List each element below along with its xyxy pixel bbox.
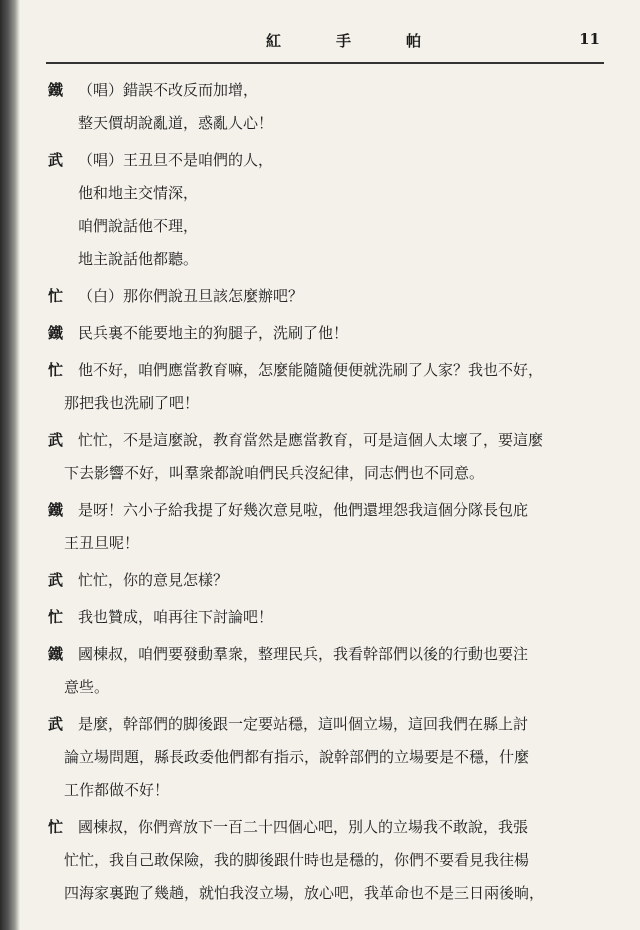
dialogue-paragraph: [48, 494, 608, 560]
dialogue-first-line: [48, 811, 608, 844]
dialogue-text: 國棟叔，咱們要發動羣衆，整理民兵，我看幹部們以後的行動也要注: [78, 645, 529, 663]
dialogue-text: 整天價胡說亂道，惑亂人心！: [78, 114, 274, 132]
dialogue-paragraph: [48, 144, 608, 276]
dialogue-text: 忙忙，我自己敢保險，我的脚後跟什時也是穩的，你們不要看見我往楊: [64, 851, 530, 869]
speaker-label: 武: [48, 151, 64, 169]
dialogue-first-line: [48, 424, 608, 457]
dialogue-text: （唱）王丑旦不是咱們的人，: [78, 151, 274, 169]
dialogue-paragraph: [48, 708, 608, 807]
dialogue-text: 論立場問題，縣長政委他們都有指示，說幹部們的立場要是不穩，什麼: [64, 748, 530, 766]
dialogue-continuation-line: [48, 177, 608, 210]
dialogue-first-line: [48, 708, 608, 741]
dialogue-text: 是麼，幹部們的脚後跟一定要站穩，這叫個立場，這回我們在縣上討: [78, 715, 529, 733]
dialogue-text: 下去影響不好，叫羣衆都說咱們民兵沒紀律，同志們也不同意。: [64, 464, 485, 482]
dialogue-continuation-line: [48, 774, 608, 807]
dialogue-text: 王丑旦呢！: [64, 534, 140, 552]
page-header: [40, 30, 600, 56]
dialogue-paragraph: [48, 601, 608, 634]
dialogue-text: 忙忙，不是這麼說，教育當然是應當教育，可是這個人太壞了，要這麼: [78, 431, 544, 449]
dialogue-text: 他不好，咱們應當教育嘛，怎麼能隨隨便便就洗刷了人家？我也不好，: [78, 361, 544, 379]
dialogue-paragraph: [48, 811, 608, 910]
dialogue-first-line: [48, 494, 608, 527]
script-text: [48, 74, 608, 914]
dialogue-text: 四海家裏跑了幾趟，就怕我沒立場，放心吧，我革命也不是三日兩後晌，: [64, 884, 545, 902]
header-rule: [46, 62, 604, 64]
dialogue-text: 意些。: [64, 678, 110, 696]
speaker-label: 忙: [48, 608, 64, 626]
dialogue-text: 工作都做不好！: [64, 781, 170, 799]
dialogue-continuation-line: [48, 877, 608, 910]
dialogue-continuation-line: [48, 107, 608, 140]
speaker-label: 武: [48, 431, 64, 449]
speaker-label: 武: [48, 715, 64, 733]
dialogue-first-line: [48, 144, 608, 177]
dialogue-continuation-line: [48, 844, 608, 877]
speaker-label: 忙: [48, 287, 64, 305]
running-title: [266, 30, 476, 51]
dialogue-text: 忙忙，你的意見怎樣？: [78, 571, 229, 589]
dialogue-text: （唱）錯誤不改反而加增，: [78, 81, 259, 99]
dialogue-paragraph: [48, 424, 608, 490]
dialogue-text: 地主說話他都聽。: [78, 250, 199, 268]
dialogue-first-line: [48, 74, 608, 107]
page-number: 11: [579, 30, 600, 48]
speaker-label: 忙: [48, 361, 64, 379]
title-char: 手: [336, 32, 354, 50]
dialogue-continuation-line: [48, 527, 608, 560]
dialogue-first-line: [48, 354, 608, 387]
dialogue-continuation-line: [48, 243, 608, 276]
speaker-label: 武: [48, 571, 64, 589]
dialogue-text: 他和地主交情深，: [78, 184, 199, 202]
book-spine-shadow: [0, 0, 20, 930]
dialogue-first-line: [48, 280, 608, 313]
dialogue-paragraph: [48, 280, 608, 313]
dialogue-paragraph: [48, 74, 608, 140]
dialogue-continuation-line: [48, 741, 608, 774]
dialogue-first-line: [48, 564, 608, 597]
dialogue-text: 國棟叔，你們齊放下一百二十四個心吧，別人的立場我不敢說，我張: [78, 818, 529, 836]
speaker-label: 鐵: [48, 501, 64, 519]
dialogue-text: 是呀！六小子給我提了好幾次意見啦，他們還埋怨我這個分隊長包庇: [78, 501, 529, 519]
dialogue-first-line: [48, 638, 608, 671]
dialogue-continuation-line: [48, 210, 608, 243]
dialogue-first-line: [48, 601, 608, 634]
speaker-label: 忙: [48, 818, 64, 836]
dialogue-paragraph: [48, 354, 608, 420]
speaker-label: 鐵: [48, 324, 64, 342]
title-char: 紅: [266, 32, 284, 50]
dialogue-continuation-line: [48, 671, 608, 704]
dialogue-first-line: [48, 317, 608, 350]
title-char: 帕: [406, 32, 424, 50]
dialogue-text: 咱們說話他不理，: [78, 217, 199, 235]
dialogue-continuation-line: [48, 387, 608, 420]
dialogue-text: 民兵裏不能要地主的狗腿子，洗刷了他！: [78, 324, 349, 342]
dialogue-paragraph: [48, 638, 608, 704]
speaker-label: 鐵: [48, 81, 64, 99]
speaker-label: 鐵: [48, 645, 64, 663]
dialogue-continuation-line: [48, 457, 608, 490]
dialogue-paragraph: [48, 317, 608, 350]
dialogue-text: 我也贊成，咱再往下討論吧！: [78, 608, 274, 626]
dialogue-text: （白）那你們說丑旦該怎麼辦吧？: [78, 287, 304, 305]
dialogue-paragraph: [48, 564, 608, 597]
dialogue-text: 那把我也洗刷了吧！: [64, 394, 200, 412]
